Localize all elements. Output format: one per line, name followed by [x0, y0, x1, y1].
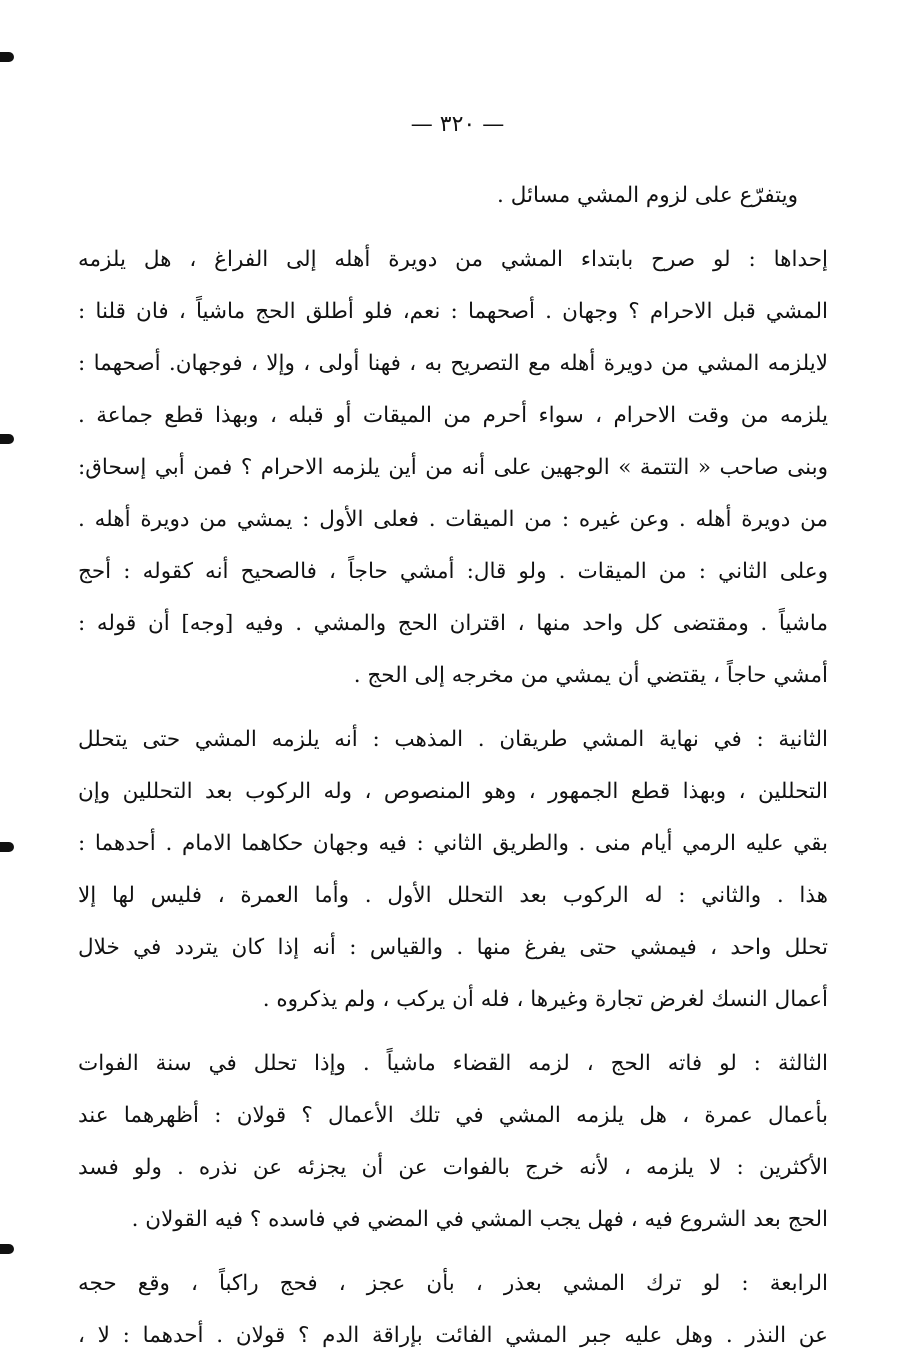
- text-line: وبنى صاحب « التتمة » الوجهين على أنه من أين يلزمه الاحرام ؟ فمن أبي إسحاق:: [78, 455, 828, 480]
- margin-mark: [0, 434, 14, 444]
- text-line: أعمال النسك لغرض تجارة وغيرها ، فله أن يركب ، ولم يذكروه .: [262, 987, 828, 1012]
- text-line: التحللين ، وبهذا قطع الجمهور ، وهو المنصوص ، وله الركوب بعد التحللين وإن: [78, 779, 828, 804]
- text-line: بقي عليه الرمي أيام منى . والطريق الثاني : فيه وجهان حكاهما الامام . أحدهما :: [78, 831, 828, 856]
- text-line: هذا . والثاني : له الركوب بعد التحلل الأول . وأما العمرة ، فليس لها إلا: [78, 883, 828, 908]
- text-line: وعلى الثاني : من الميقات . ولو قال: أمشي حاجاً ، فالصحيح أنه كقوله : أحج: [78, 559, 828, 584]
- text-line: ماشياً . ومقتضى كل واحد منها ، اقتران الحج والمشي . وفيه [وجه] أن قوله :: [78, 611, 828, 636]
- text-line: عن النذر . وهل عليه جبر المشي الفائت بإراقة الدم ؟ قولان . أحدهما : لا ،: [78, 1323, 828, 1348]
- text-line: لايلزمه المشي من دويرة أهله مع التصريح به ، فهنا أولى ، وإلا ، فوجهان. أصحهما :: [78, 351, 828, 376]
- page-number: — ٣٢٠ —: [410, 112, 505, 137]
- text-line: يلزمه من وقت الاحرام ، سواء أحرم من الميقات أو قبله ، وبهذا قطع جماعة .: [78, 403, 828, 428]
- text-line: الثانية : في نهاية المشي طريقان . المذهب : أنه يلزمه المشي حتى يتحلل: [78, 727, 828, 752]
- text-line: الرابعة : لو ترك المشي بعذر ، بأن عجز ، فحج راكباً ، وقع حجه: [78, 1271, 828, 1296]
- margin-mark: [0, 1244, 14, 1254]
- text-line: الأكثرين : لا يلزمه ، لأنه خرج بالفوات عن أن يجزئه عن نذره . ولو فسد: [78, 1155, 828, 1180]
- text-line: بأعمال عمرة ، هل يلزمه المشي في تلك الأعمال ؟ قولان : أظهرهما عند: [78, 1103, 828, 1128]
- text-line: ويتفرّع على لزوم المشي مسائل .: [497, 183, 798, 208]
- text-line: إحداها : لو صرح بابتداء المشي من دويرة أهله إلى الفراغ ، هل يلزمه: [78, 247, 828, 272]
- text-line: الثالثة : لو فاته الحج ، لزمه القضاء ماشياً . وإذا تحلل في سنة الفوات: [78, 1051, 828, 1076]
- margin-mark: [0, 842, 14, 852]
- text-line: أمشي حاجاً ، يقتضي أن يمشي من مخرجه إلى الحج .: [353, 663, 828, 688]
- text-line: من دويرة أهله . وعن غيره : من الميقات . فعلى الأول : يمشي من دويرة أهله .: [78, 507, 828, 532]
- text-line: الحج بعد الشروع فيه ، فهل يجب المشي في المضي في فاسده ؟ فيه القولان .: [131, 1207, 828, 1232]
- text-line: المشي قبل الاحرام ؟ وجهان . أصحهما : نعم، فلو أطلق الحج ماشياً ، فان قلنا :: [78, 299, 828, 324]
- margin-mark: [0, 52, 14, 62]
- text-line: تحلل واحد ، فيمشي حتى يفرغ منها . والقياس : أنه إذا كان يتردد في خلال: [78, 935, 828, 960]
- body-text: [78, 170, 828, 1362]
